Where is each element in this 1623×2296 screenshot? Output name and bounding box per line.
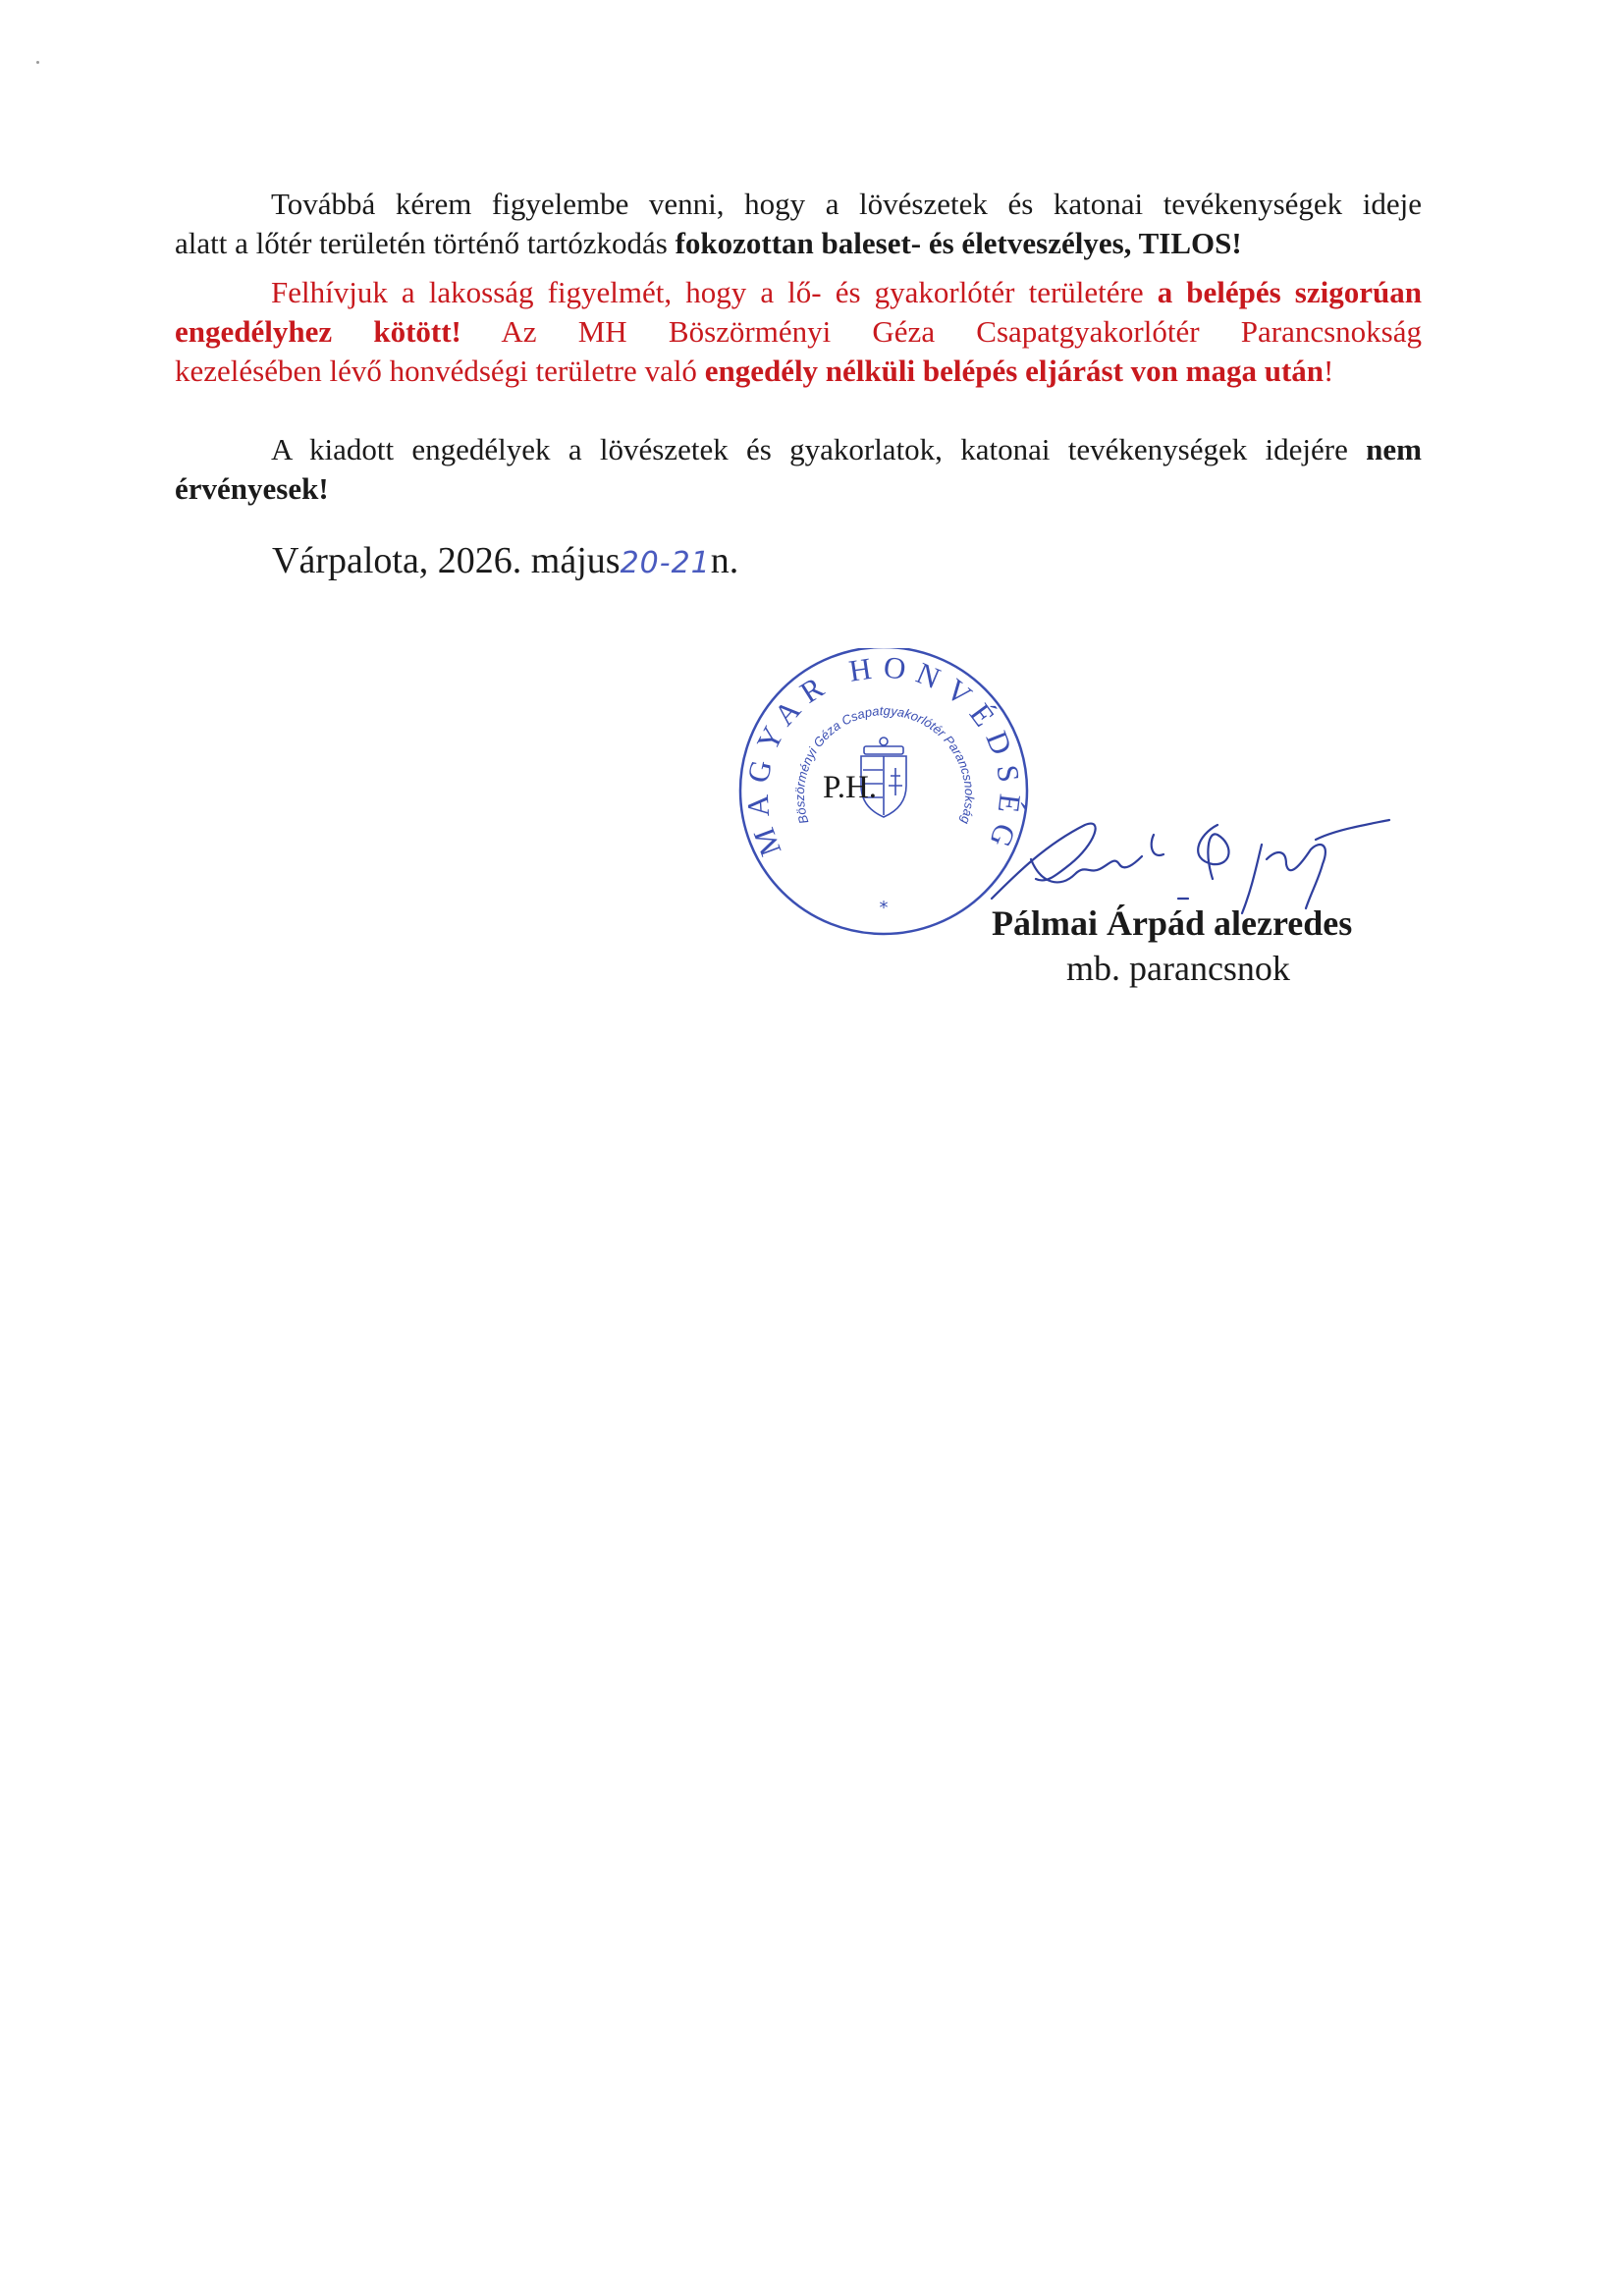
paragraph-line: kezelésében lévő honvédségi területre való engedély nélküli belépés eljárást von maga után! (175, 354, 1334, 388)
emphasis-text: engedély nélküli belépés eljárást von maga után (704, 354, 1325, 388)
paragraph-line (175, 469, 1422, 509)
paragraph-line: Továbbá kérem figyelembe venni, hogy a lövészetek és katonai tevékenységek ideje (271, 187, 1422, 221)
emphasis-text: nem (1366, 432, 1422, 466)
warning-paragraph (175, 185, 1422, 263)
emphasis-text: érvényesek! (175, 471, 329, 506)
permits-paragraph (175, 430, 1422, 509)
handwritten-date: 20-21 (620, 546, 711, 580)
svg-text:Böszörményi Géza Csapatgyakorl (792, 703, 977, 826)
stamp-outer-text: MAGYAR HONVÉDSÉG (739, 649, 1028, 861)
paragraph-line: Felhívjuk a lakosság figyelmét, hogy a lő- és gyakorlótér területére a belépés szigorúan (271, 275, 1422, 309)
emphasis-text: engedélyhez kötött! (175, 314, 461, 349)
paragraph-line: alatt a lőtér területén történő tartózkodás fokozottan baleset- és életveszélyes, TILOS! (175, 226, 1242, 260)
place-and-date: Várpalota, 2026. május20-21n. (272, 540, 739, 581)
paragraph-line: A kiadott engedélyek a lövészetek és gyakorlatok, katonai tevékenységek idejére nem (271, 432, 1422, 466)
scan-speck (36, 61, 39, 64)
signer-title: mb. parancsnok (1066, 949, 1290, 988)
stamp-inner-text: Böszörményi Géza Csapatgyakorlótér Parancsnokság (791, 703, 978, 826)
emphasis-text: a belépés szigorúan (1157, 275, 1422, 309)
public-notice-paragraph (175, 273, 1422, 391)
paragraph-line: engedélyhez kötött! Az MH Böszörményi Géza Csapatgyakorlótér Parancsnokság (175, 314, 1422, 349)
signer-name: Pálmai Árpád alezredes (992, 903, 1353, 943)
ph-label: P.H. (823, 770, 878, 805)
emphasis-text: fokozottan baleset- és életveszélyes, TILOS! (675, 226, 1242, 260)
star-icon: * (879, 898, 889, 918)
